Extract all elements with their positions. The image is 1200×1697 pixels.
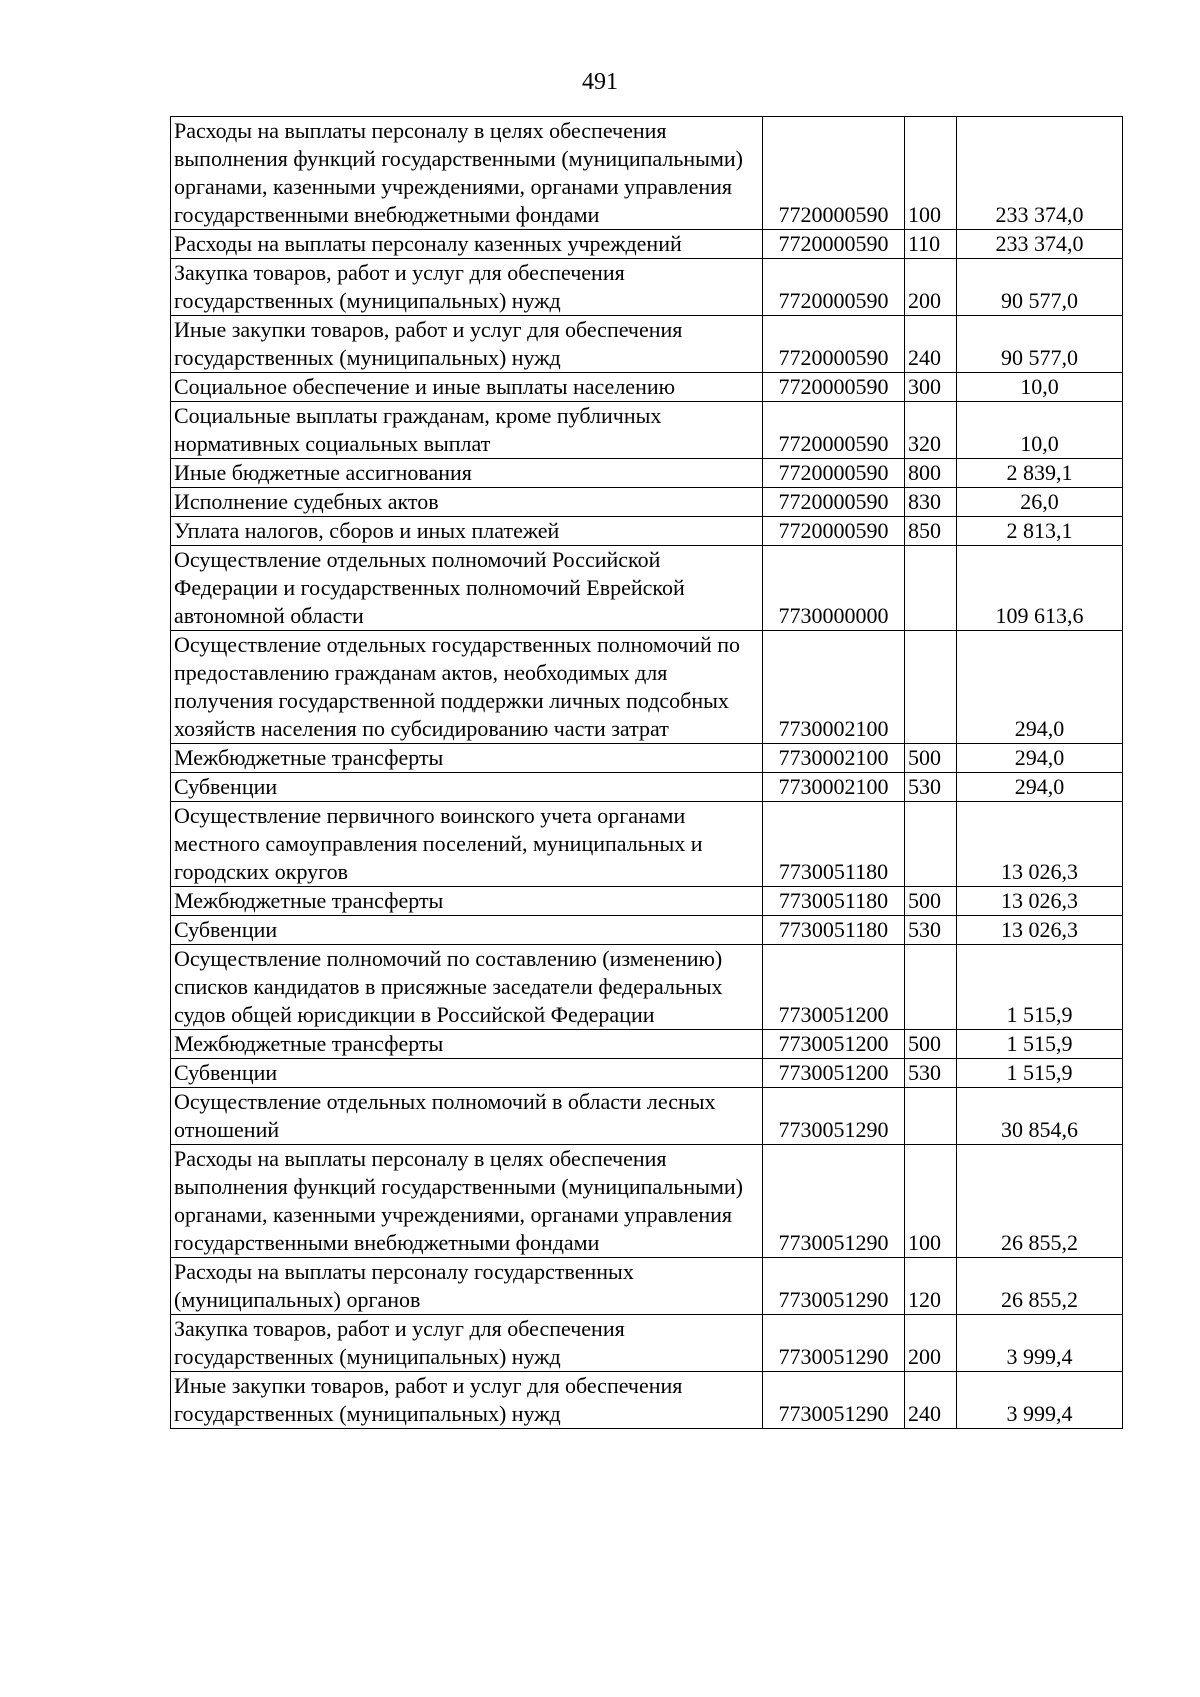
expense-type-cell: 530: [905, 773, 957, 802]
target-article-code-cell: 7720000590: [763, 259, 905, 316]
expense-name-cell: Социальные выплаты гражданам, кроме публичных нормативных социальных выплат: [171, 402, 763, 459]
table-row: [171, 117, 1123, 230]
amount-cell: 233 374,0: [957, 117, 1123, 230]
amount-cell: 90 577,0: [957, 259, 1123, 316]
expense-name-cell: Исполнение судебных актов: [171, 488, 763, 517]
target-article-code-cell: 7730051180: [763, 802, 905, 887]
expense-name-cell: Субвенции: [171, 773, 763, 802]
amount-cell: 294,0: [957, 744, 1123, 773]
expense-type-cell: [905, 546, 957, 631]
expense-type-cell: 120: [905, 1258, 957, 1315]
table-row: [171, 230, 1123, 259]
target-article-code-cell: 7730002100: [763, 631, 905, 744]
table-row: [171, 1145, 1123, 1258]
expense-type-cell: 500: [905, 1030, 957, 1059]
expense-name-cell: Закупка товаров, работ и услуг для обеспечения государственных (муниципальных) нужд: [171, 1315, 763, 1372]
expense-type-cell: 830: [905, 488, 957, 517]
expense-name-cell: Межбюджетные трансферты: [171, 887, 763, 916]
amount-cell: 1 515,9: [957, 1030, 1123, 1059]
amount-cell: 13 026,3: [957, 802, 1123, 887]
expense-name-cell: Осуществление отдельных полномочий Российской Федерации и государственных полномочий Еврейской автономной области: [171, 546, 763, 631]
expense-type-cell: 300: [905, 373, 957, 402]
table-row: [171, 546, 1123, 631]
target-article-code-cell: 7730051290: [763, 1145, 905, 1258]
target-article-code-cell: 7730051180: [763, 916, 905, 945]
target-article-code-cell: 7720000590: [763, 230, 905, 259]
table-row: [171, 1088, 1123, 1145]
target-article-code-cell: 7730002100: [763, 744, 905, 773]
table-row: [171, 488, 1123, 517]
expense-type-cell: 530: [905, 1059, 957, 1088]
expense-type-cell: [905, 945, 957, 1030]
expense-type-cell: 320: [905, 402, 957, 459]
target-article-code-cell: 7720000590: [763, 117, 905, 230]
page-number: 491: [582, 69, 618, 95]
expense-name-cell: Иные бюджетные ассигнования: [171, 459, 763, 488]
table-row: [171, 631, 1123, 744]
expense-type-cell: 110: [905, 230, 957, 259]
target-article-code-cell: 7720000590: [763, 459, 905, 488]
expense-type-cell: 200: [905, 1315, 957, 1372]
expense-type-cell: 100: [905, 1145, 957, 1258]
expense-name-cell: Расходы на выплаты персоналу государственных (муниципальных) органов: [171, 1258, 763, 1315]
table-row: [171, 1258, 1123, 1315]
expense-name-cell: Расходы на выплаты персоналу в целях обеспечения выполнения функций государственными (муниципальными) органами, казенными учреждениями, органами управления государственными внебюджетными фондами: [171, 117, 763, 230]
amount-cell: 294,0: [957, 631, 1123, 744]
table-row: [171, 1315, 1123, 1372]
amount-cell: 26 855,2: [957, 1145, 1123, 1258]
amount-cell: 30 854,6: [957, 1088, 1123, 1145]
table-row: [171, 402, 1123, 459]
expense-name-cell: Межбюджетные трансферты: [171, 1030, 763, 1059]
expense-name-cell: Осуществление полномочий по составлению (изменению) списков кандидатов в присяжные заседатели федеральных судов общей юрисдикции в Российской Федерации: [171, 945, 763, 1030]
amount-cell: 10,0: [957, 373, 1123, 402]
expense-type-cell: 530: [905, 916, 957, 945]
target-article-code-cell: 7720000590: [763, 488, 905, 517]
target-article-code-cell: 7730051180: [763, 887, 905, 916]
target-article-code-cell: 7730051200: [763, 1030, 905, 1059]
expense-name-cell: Осуществление отдельных полномочий в области лесных отношений: [171, 1088, 763, 1145]
amount-cell: 13 026,3: [957, 887, 1123, 916]
amount-cell: 90 577,0: [957, 316, 1123, 373]
target-article-code-cell: 7730051200: [763, 1059, 905, 1088]
table-row: [171, 945, 1123, 1030]
expense-type-cell: 800: [905, 459, 957, 488]
expense-name-cell: Осуществление первичного воинского учета органами местного самоуправления поселений, муниципальных и городских округов: [171, 802, 763, 887]
amount-cell: 1 515,9: [957, 1059, 1123, 1088]
table-row: [171, 459, 1123, 488]
target-article-code-cell: 7730051290: [763, 1372, 905, 1429]
expense-name-cell: Расходы на выплаты персоналу казенных учреждений: [171, 230, 763, 259]
target-article-code-cell: 7730051290: [763, 1088, 905, 1145]
amount-cell: 294,0: [957, 773, 1123, 802]
target-article-code-cell: 7730000000: [763, 546, 905, 631]
table-row: [171, 916, 1123, 945]
table-row: [171, 773, 1123, 802]
amount-cell: 1 515,9: [957, 945, 1123, 1030]
table-row: [171, 373, 1123, 402]
expense-name-cell: Иные закупки товаров, работ и услуг для обеспечения государственных (муниципальных) нужд: [171, 1372, 763, 1429]
table-row: [171, 259, 1123, 316]
expense-name-cell: Межбюджетные трансферты: [171, 744, 763, 773]
amount-cell: 3 999,4: [957, 1315, 1123, 1372]
table-row: [171, 802, 1123, 887]
table-row: [171, 517, 1123, 546]
expense-type-cell: 200: [905, 259, 957, 316]
expense-type-cell: 850: [905, 517, 957, 546]
expense-type-cell: 240: [905, 1372, 957, 1429]
target-article-code-cell: 7730051290: [763, 1258, 905, 1315]
table-row: [171, 1372, 1123, 1429]
target-article-code-cell: 7720000590: [763, 373, 905, 402]
budget-table-body: [171, 117, 1123, 1429]
target-article-code-cell: 7720000590: [763, 316, 905, 373]
amount-cell: 233 374,0: [957, 230, 1123, 259]
expense-name-cell: Социальное обеспечение и иные выплаты населению: [171, 373, 763, 402]
expense-name-cell: Субвенции: [171, 1059, 763, 1088]
expense-name-cell: Уплата налогов, сборов и иных платежей: [171, 517, 763, 546]
target-article-code-cell: 7730051290: [763, 1315, 905, 1372]
amount-cell: 2 839,1: [957, 459, 1123, 488]
expense-name-cell: Осуществление отдельных государственных полномочий по предоставлению гражданам актов, необходимых для получения государственной поддержки личных подсобных хозяйств населения по субсидированию части затрат: [171, 631, 763, 744]
expense-type-cell: [905, 631, 957, 744]
table-row: [171, 1059, 1123, 1088]
expense-type-cell: 500: [905, 887, 957, 916]
expense-type-cell: [905, 802, 957, 887]
amount-cell: 3 999,4: [957, 1372, 1123, 1429]
expense-type-cell: 100: [905, 117, 957, 230]
expense-name-cell: Иные закупки товаров, работ и услуг для обеспечения государственных (муниципальных) нужд: [171, 316, 763, 373]
expense-name-cell: Субвенции: [171, 916, 763, 945]
amount-cell: 2 813,1: [957, 517, 1123, 546]
expense-type-cell: 240: [905, 316, 957, 373]
amount-cell: 109 613,6: [957, 546, 1123, 631]
budget-table: [170, 116, 1123, 1429]
amount-cell: 26 855,2: [957, 1258, 1123, 1315]
table-row: [171, 316, 1123, 373]
table-row: [171, 744, 1123, 773]
target-article-code-cell: 7720000590: [763, 517, 905, 546]
expense-name-cell: Расходы на выплаты персоналу в целях обеспечения выполнения функций государственными (муниципальными) органами, казенными учреждениями, органами управления государственными внебюджетными фондами: [171, 1145, 763, 1258]
expense-type-cell: 500: [905, 744, 957, 773]
amount-cell: 13 026,3: [957, 916, 1123, 945]
amount-cell: 10,0: [957, 402, 1123, 459]
expense-type-cell: [905, 1088, 957, 1145]
table-row: [171, 887, 1123, 916]
amount-cell: 26,0: [957, 488, 1123, 517]
expense-name-cell: Закупка товаров, работ и услуг для обеспечения государственных (муниципальных) нужд: [171, 259, 763, 316]
target-article-code-cell: 7730002100: [763, 773, 905, 802]
target-article-code-cell: 7720000590: [763, 402, 905, 459]
target-article-code-cell: 7730051200: [763, 945, 905, 1030]
table-row: [171, 1030, 1123, 1059]
